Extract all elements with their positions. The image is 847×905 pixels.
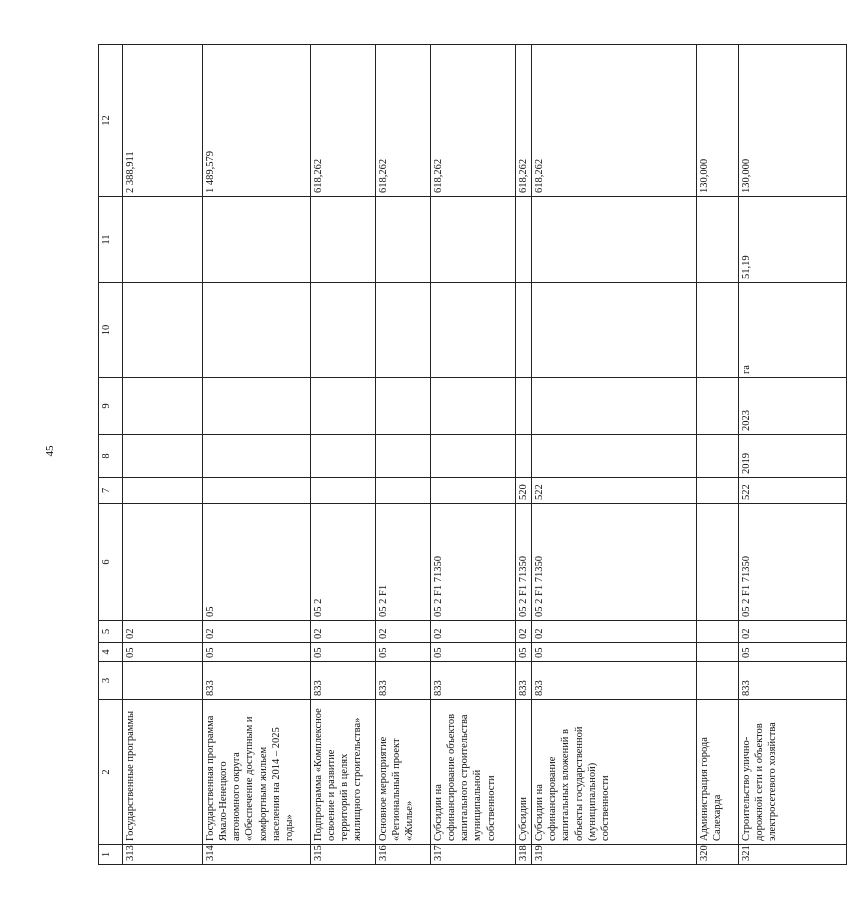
table-cell: 05 2 F1 71350 [532,504,697,621]
header-cell: 11 [99,197,123,283]
table-cell: 833 [376,662,431,700]
table-cell [431,435,516,478]
table-cell: Основное мероприятие «Региональный проект «Жилье» [376,700,431,845]
table-cell: 02 [516,621,532,643]
header-cell: 6 [99,504,123,621]
table-cell [311,197,376,283]
table-cell: 618,262 [376,45,431,197]
table-cell: 02 [311,621,376,643]
table-cell: 833 [203,662,311,700]
table-cell: 833 [516,662,532,700]
table-cell: га [739,283,847,378]
table-cell [532,435,697,478]
table-cell: 316 [376,845,431,865]
table-cell: 05 2 F1 [376,504,431,621]
table-row [311,45,376,865]
table-row [697,45,739,865]
table-cell [697,662,739,700]
table-cell: 522 [739,478,847,504]
table-cell: 2023 [739,378,847,435]
table-cell [697,504,739,621]
table-cell: Государственные программы [123,700,203,845]
table-cell: 833 [311,662,376,700]
budget-table [98,44,847,865]
header-row [99,45,123,865]
table-cell [431,478,516,504]
table-cell [203,478,311,504]
table-cell: 320 [697,845,739,865]
rotated-table-container [98,45,779,865]
table-cell: 2 388,911 [123,45,203,197]
table-cell [376,378,431,435]
table-cell: 321 [739,845,847,865]
table-cell: 130,000 [739,45,847,197]
table-cell: Субсидии на софинансирование объектов капитального строительства муниципальной собственности [431,700,516,845]
table-cell: 05 2 F1 71350 [431,504,516,621]
table-cell [123,662,203,700]
table-cell [697,621,739,643]
table-cell [532,378,697,435]
table-cell: Государственная программа Ямало-Ненецкого автономного округа «Обеспечение доступным и комфортным жильем населения на 2014 – 2025 годы» [203,700,311,845]
table-cell: 618,262 [431,45,516,197]
table-cell: 130,000 [697,45,739,197]
header-cell: 5 [99,621,123,643]
table-cell [532,197,697,283]
table-cell: Подпрограмма «Комплексное освоение и развитие территорий в целях жилищного строительства» [311,700,376,845]
table-cell [697,478,739,504]
table-cell: 05 [739,643,847,662]
table-cell [311,478,376,504]
table-cell [516,435,532,478]
table-row [516,45,532,865]
table-cell [376,435,431,478]
page-number: 45 [44,445,56,457]
table-cell: 05 [516,643,532,662]
table-cell: 522 [532,478,697,504]
table-cell: 05 [532,643,697,662]
table-cell: Субсидии [516,700,532,845]
header-cell: 2 [99,700,123,845]
table-cell: 618,262 [516,45,532,197]
table-cell: 05 [376,643,431,662]
table-cell [311,283,376,378]
table-cell: 05 [203,643,311,662]
table-cell: 618,262 [311,45,376,197]
table-cell: 02 [739,621,847,643]
table-cell: 02 [376,621,431,643]
table-cell [203,283,311,378]
table-row [376,45,431,865]
table-cell [123,435,203,478]
table-cell: 317 [431,845,516,865]
header-cell: 1 [99,845,123,865]
table-cell: 05 2 F1 71350 [739,504,847,621]
table-row [431,45,516,865]
table-cell [697,283,739,378]
table-row [532,45,697,865]
table-cell: Строительство улично-дорожной сети и объектов электросетевого хозяйства [739,700,847,845]
table-cell [431,283,516,378]
header-cell: 10 [99,283,123,378]
table-cell [123,378,203,435]
table-cell [376,197,431,283]
table-cell [311,435,376,478]
table-cell: 833 [532,662,697,700]
table-cell: 319 [532,845,697,865]
header-cell: 4 [99,643,123,662]
table-row [739,45,847,865]
table-cell [123,283,203,378]
table-cell: 314 [203,845,311,865]
header-cell: 8 [99,435,123,478]
header-cell: 9 [99,378,123,435]
table-cell [376,478,431,504]
table-cell: 02 [203,621,311,643]
table-cell: 51,19 [739,197,847,283]
header-cell: 7 [99,478,123,504]
table-cell [697,197,739,283]
table-cell [697,378,739,435]
table-cell [376,283,431,378]
table-cell: 1 489,579 [203,45,311,197]
table-cell [532,283,697,378]
table-row [203,45,311,865]
table-cell: 05 2 F1 71350 [516,504,532,621]
table-cell [123,504,203,621]
table-cell [123,197,203,283]
table-cell [697,643,739,662]
table-cell: 313 [123,845,203,865]
table-cell: 05 2 [311,504,376,621]
table-cell: Администрация города Салехарда [697,700,739,845]
table-cell: 2019 [739,435,847,478]
table-cell [123,478,203,504]
table-cell [203,197,311,283]
table-cell [311,378,376,435]
table-cell: 318 [516,845,532,865]
table-cell: 315 [311,845,376,865]
table-row [123,45,203,865]
table-cell [516,378,532,435]
table-cell [697,435,739,478]
header-cell: 12 [99,45,123,197]
table-cell: 618,262 [532,45,697,197]
table-cell: 520 [516,478,532,504]
table-cell [516,197,532,283]
header-cell: 3 [99,662,123,700]
table-cell: 05 [431,643,516,662]
table-cell: Субсидии на софинансирование капитальных вложений в объекты государственной (муниципальной) собственности [532,700,697,845]
table-cell [516,283,532,378]
table-cell: 05 [203,504,311,621]
table-cell: 02 [123,621,203,643]
table-cell: 02 [532,621,697,643]
table-cell [431,378,516,435]
table-cell: 833 [739,662,847,700]
table-cell: 02 [431,621,516,643]
table-cell [431,197,516,283]
table-cell: 05 [123,643,203,662]
table-cell: 05 [311,643,376,662]
table-cell [203,435,311,478]
table-cell: 833 [431,662,516,700]
table-cell [203,378,311,435]
